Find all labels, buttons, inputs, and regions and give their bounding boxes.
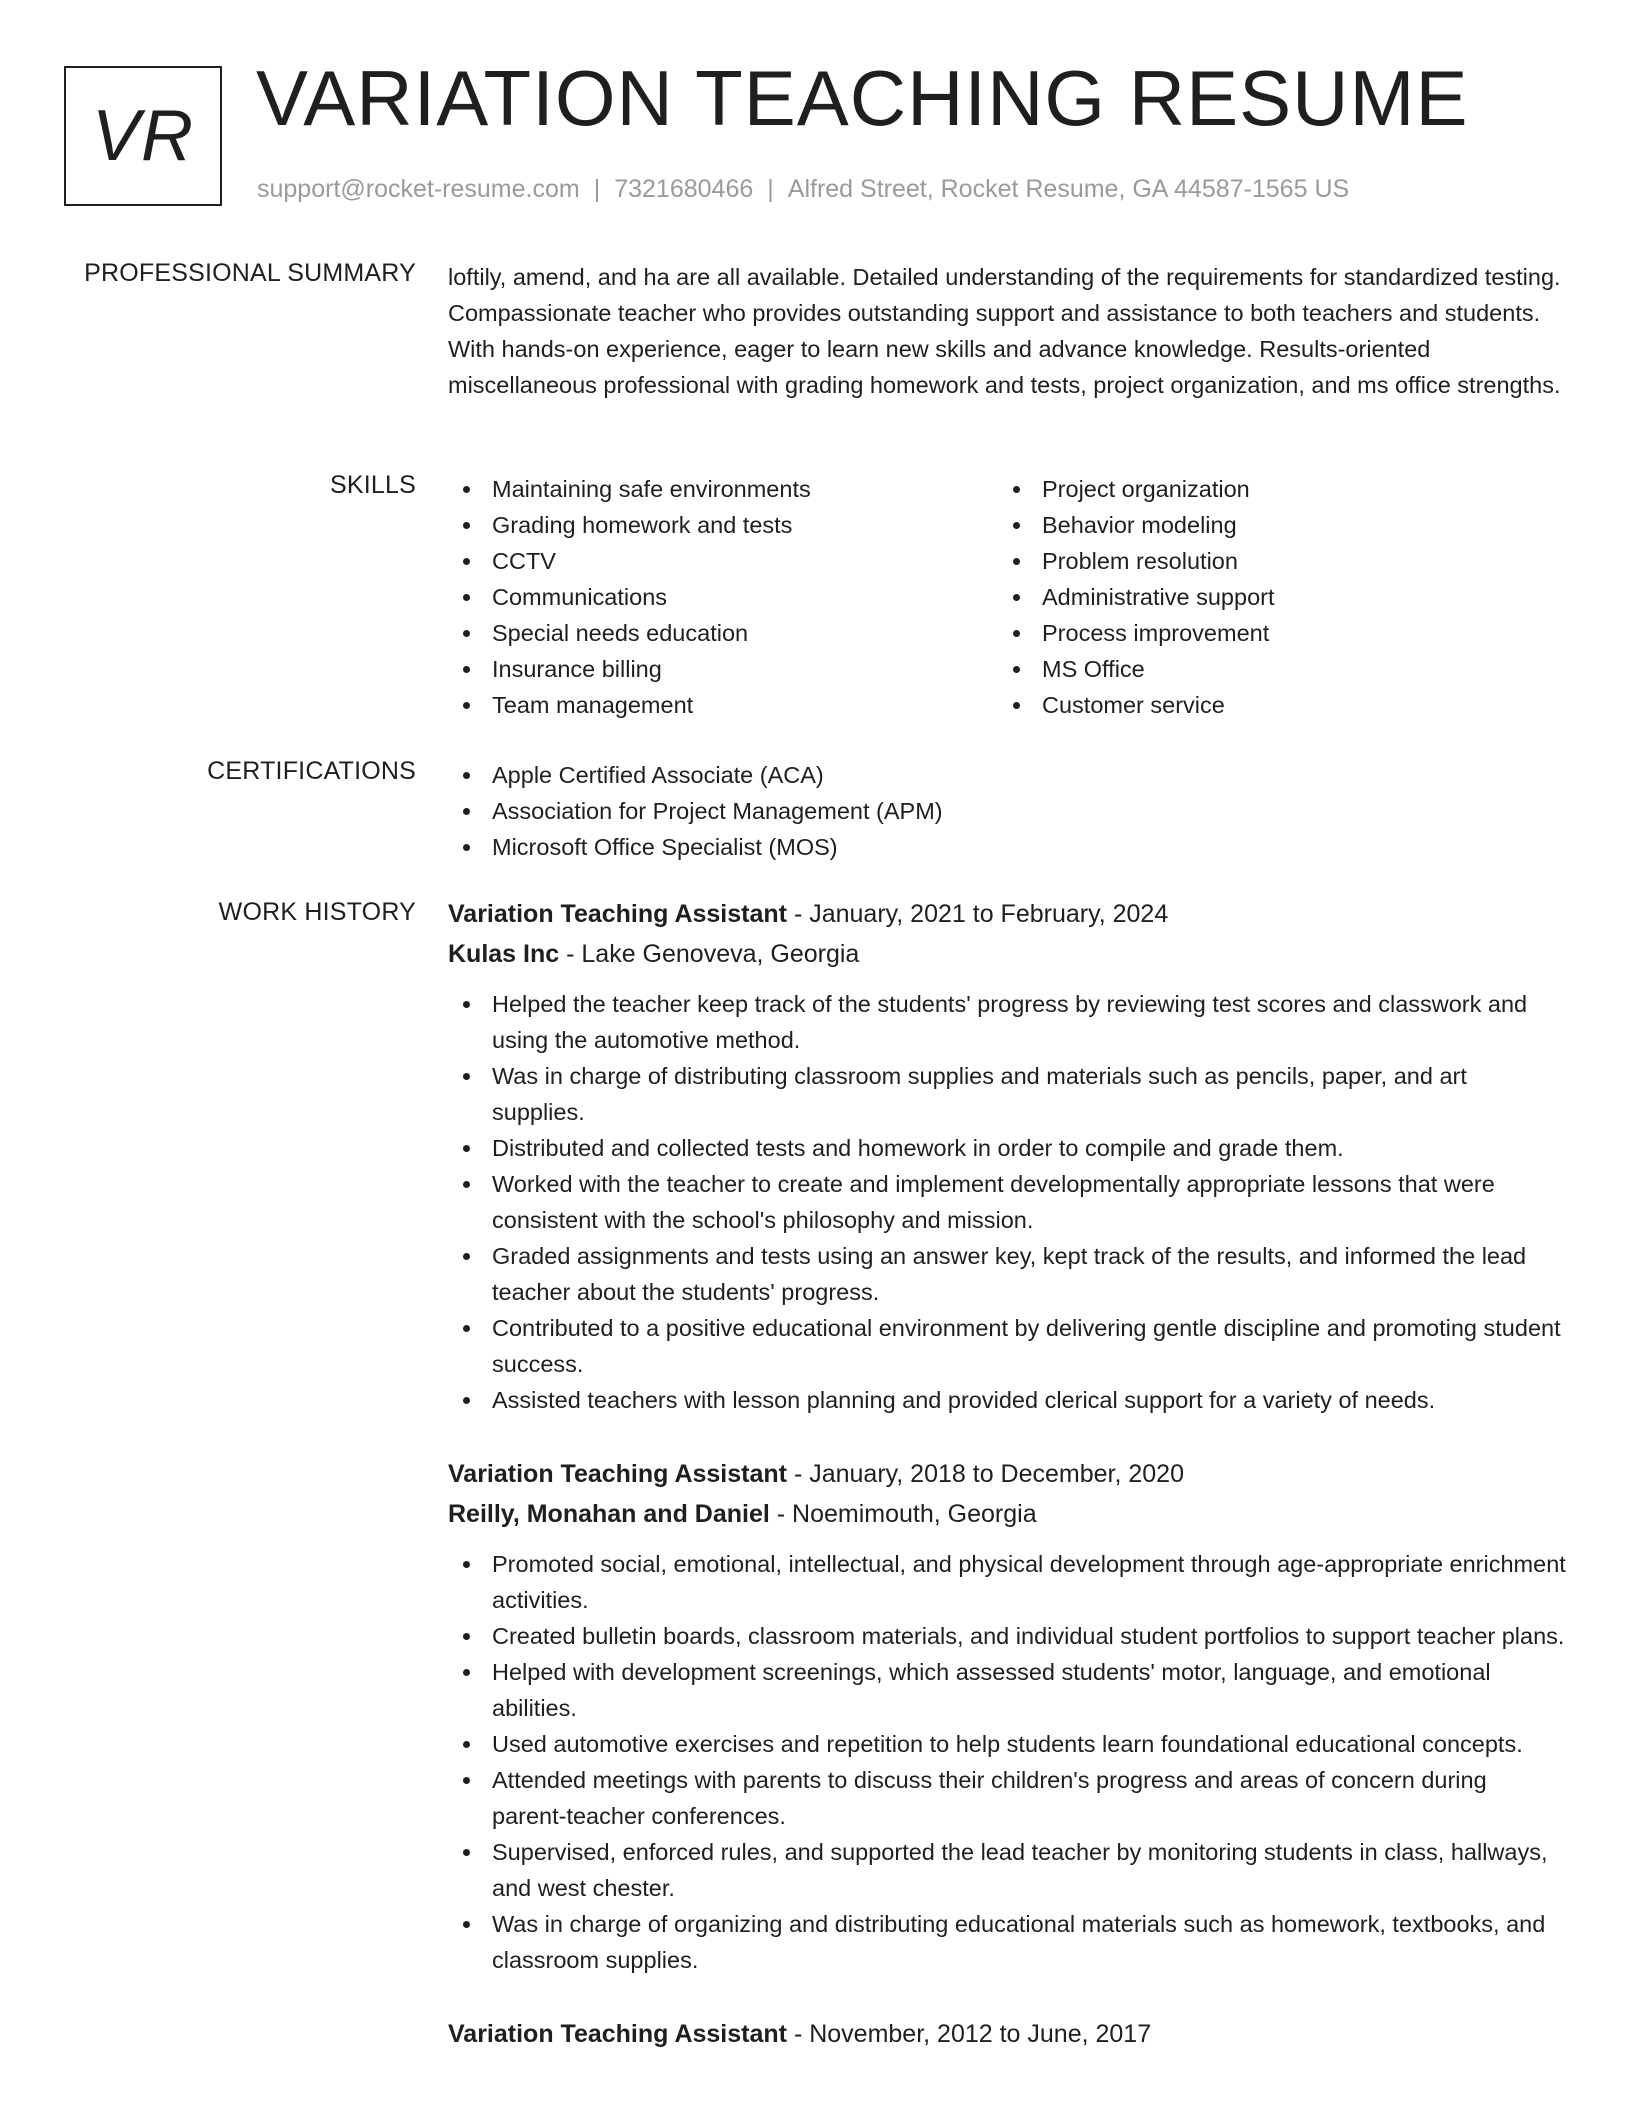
skill-item: Special needs education xyxy=(448,615,998,651)
job-duty: Created bulletin boards, classroom materials, and individual student portfolios to support teacher plans. xyxy=(448,1618,1566,1654)
company-name: Kulas Inc xyxy=(448,940,560,968)
job-duty: Contributed to a positive educational environment by delivering gentle discipline and promoting student success. xyxy=(448,1310,1566,1382)
certification-item: Apple Certified Associate (ACA) xyxy=(448,757,1566,793)
skill-item: Administrative support xyxy=(998,579,1548,615)
skill-item: Customer service xyxy=(998,687,1548,723)
company-location: - Lake Genoveva, Georgia xyxy=(566,940,860,968)
job-entry xyxy=(448,1454,1566,1978)
job-duty: Helped the teacher keep track of the students' progress by reviewing test scores and classwork and using the automotive method. xyxy=(448,986,1566,1058)
job-title-line xyxy=(448,2014,1566,2054)
job-duty: Distributed and collected tests and homework in order to compile and grade them. xyxy=(448,1130,1566,1166)
skills-list-left xyxy=(448,471,998,723)
skills-list-right xyxy=(998,471,1548,723)
job-entry xyxy=(448,2014,1566,2054)
certifications-body xyxy=(448,757,1566,865)
job-duty: Assisted teachers with lesson planning and provided clerical support for a variety of needs. xyxy=(448,1382,1566,1418)
job-duty: Promoted social, emotional, intellectual, and physical development through age-appropriate enrichment activities. xyxy=(448,1546,1566,1618)
job-dates: - November, 2012 to June, 2017 xyxy=(793,2020,1152,2048)
contact-separator: | xyxy=(593,175,601,203)
contact-line xyxy=(257,175,1349,204)
summary-text: loftily, amend, and ha are all available. Detailed understanding of the requirements for standardized testing. Compassionate teacher who provides outstanding support and assistance to both teachers and students. With hands-on experience, eager to learn new skills and advance knowledge. Results-oriented miscellaneous professional with grading homework and tests, project organization, and ms office strengths. xyxy=(448,264,1561,398)
contact-separator: | xyxy=(767,175,774,203)
skill-item: Grading homework and tests xyxy=(448,507,998,543)
skill-item: Insurance billing xyxy=(448,651,998,687)
job-duty: Was in charge of distributing classroom supplies and materials such as pencils, paper, and art supplies. xyxy=(448,1058,1566,1130)
job-duty: Supervised, enforced rules, and supported the lead teacher by monitoring students in class, hallways, and west chester. xyxy=(448,1834,1566,1906)
summary-heading: PROFESSIONAL SUMMARY xyxy=(84,259,416,287)
job-title: Variation Teaching Assistant xyxy=(448,1460,787,1488)
work-history-heading: WORK HISTORY xyxy=(218,898,416,926)
monogram-logo: VR xyxy=(64,66,222,206)
work-history-body xyxy=(448,894,1566,2090)
job-duty: Graded assignments and tests using an answer key, kept track of the results, and informed the lead teacher about the students' progress. xyxy=(448,1238,1566,1310)
job-duty: Helped with development screenings, which assessed students' motor, language, and emotional abilities. xyxy=(448,1654,1566,1726)
skills-body xyxy=(448,471,1566,723)
skill-item: CCTV xyxy=(448,543,998,579)
skill-item: Project organization xyxy=(998,471,1548,507)
job-duties-list xyxy=(448,986,1566,1418)
job-dates: - January, 2021 to February, 2024 xyxy=(793,900,1169,928)
certification-item: Association for Project Management (APM) xyxy=(448,793,1566,829)
company-line xyxy=(448,1494,1566,1534)
job-title: Variation Teaching Assistant xyxy=(448,2020,787,2048)
job-duty: Used automotive exercises and repetition to help students learn foundational educational concepts. xyxy=(448,1726,1566,1762)
skills-heading: SKILLS xyxy=(330,471,416,499)
job-title-line xyxy=(448,1454,1566,1494)
company-name: Reilly, Monahan and Daniel xyxy=(448,1500,770,1528)
job-title: Variation Teaching Assistant xyxy=(448,900,787,928)
certifications-heading: CERTIFICATIONS xyxy=(207,757,416,785)
skill-item: Team management xyxy=(448,687,998,723)
certifications-list xyxy=(448,757,1566,865)
job-duties-list xyxy=(448,1546,1566,1978)
skill-item: Process improvement xyxy=(998,615,1548,651)
resume-title: VARIATION TEACHING RESUME xyxy=(256,54,1469,142)
skill-item: Maintaining safe environments xyxy=(448,471,998,507)
job-duty: Worked with the teacher to create and implement developmentally appropriate lessons that were consistent with the school's philosophy and mission. xyxy=(448,1166,1566,1238)
contact-phone[interactable]: 7321680466 xyxy=(614,175,754,203)
company-line xyxy=(448,934,1566,974)
job-title-line xyxy=(448,894,1566,934)
job-duty: Attended meetings with parents to discuss their children's progress and areas of concern during parent-teacher conferences. xyxy=(448,1762,1566,1834)
summary-body xyxy=(448,259,1566,403)
skill-item: Behavior modeling xyxy=(998,507,1548,543)
contact-email[interactable]: support@rocket-resume.com xyxy=(257,175,580,203)
contact-address: Alfred Street, Rocket Resume, GA 44587-1565 US xyxy=(787,175,1350,203)
skill-item: MS Office xyxy=(998,651,1548,687)
job-duty: Was in charge of organizing and distributing educational materials such as homework, textbooks, and classroom supplies. xyxy=(448,1906,1566,1978)
company-location: - Noemimouth, Georgia xyxy=(776,1500,1037,1528)
job-entry xyxy=(448,894,1566,1418)
skill-item: Communications xyxy=(448,579,998,615)
skill-item: Problem resolution xyxy=(998,543,1548,579)
certification-item: Microsoft Office Specialist (MOS) xyxy=(448,829,1566,865)
job-dates: - January, 2018 to December, 2020 xyxy=(793,1460,1184,1488)
